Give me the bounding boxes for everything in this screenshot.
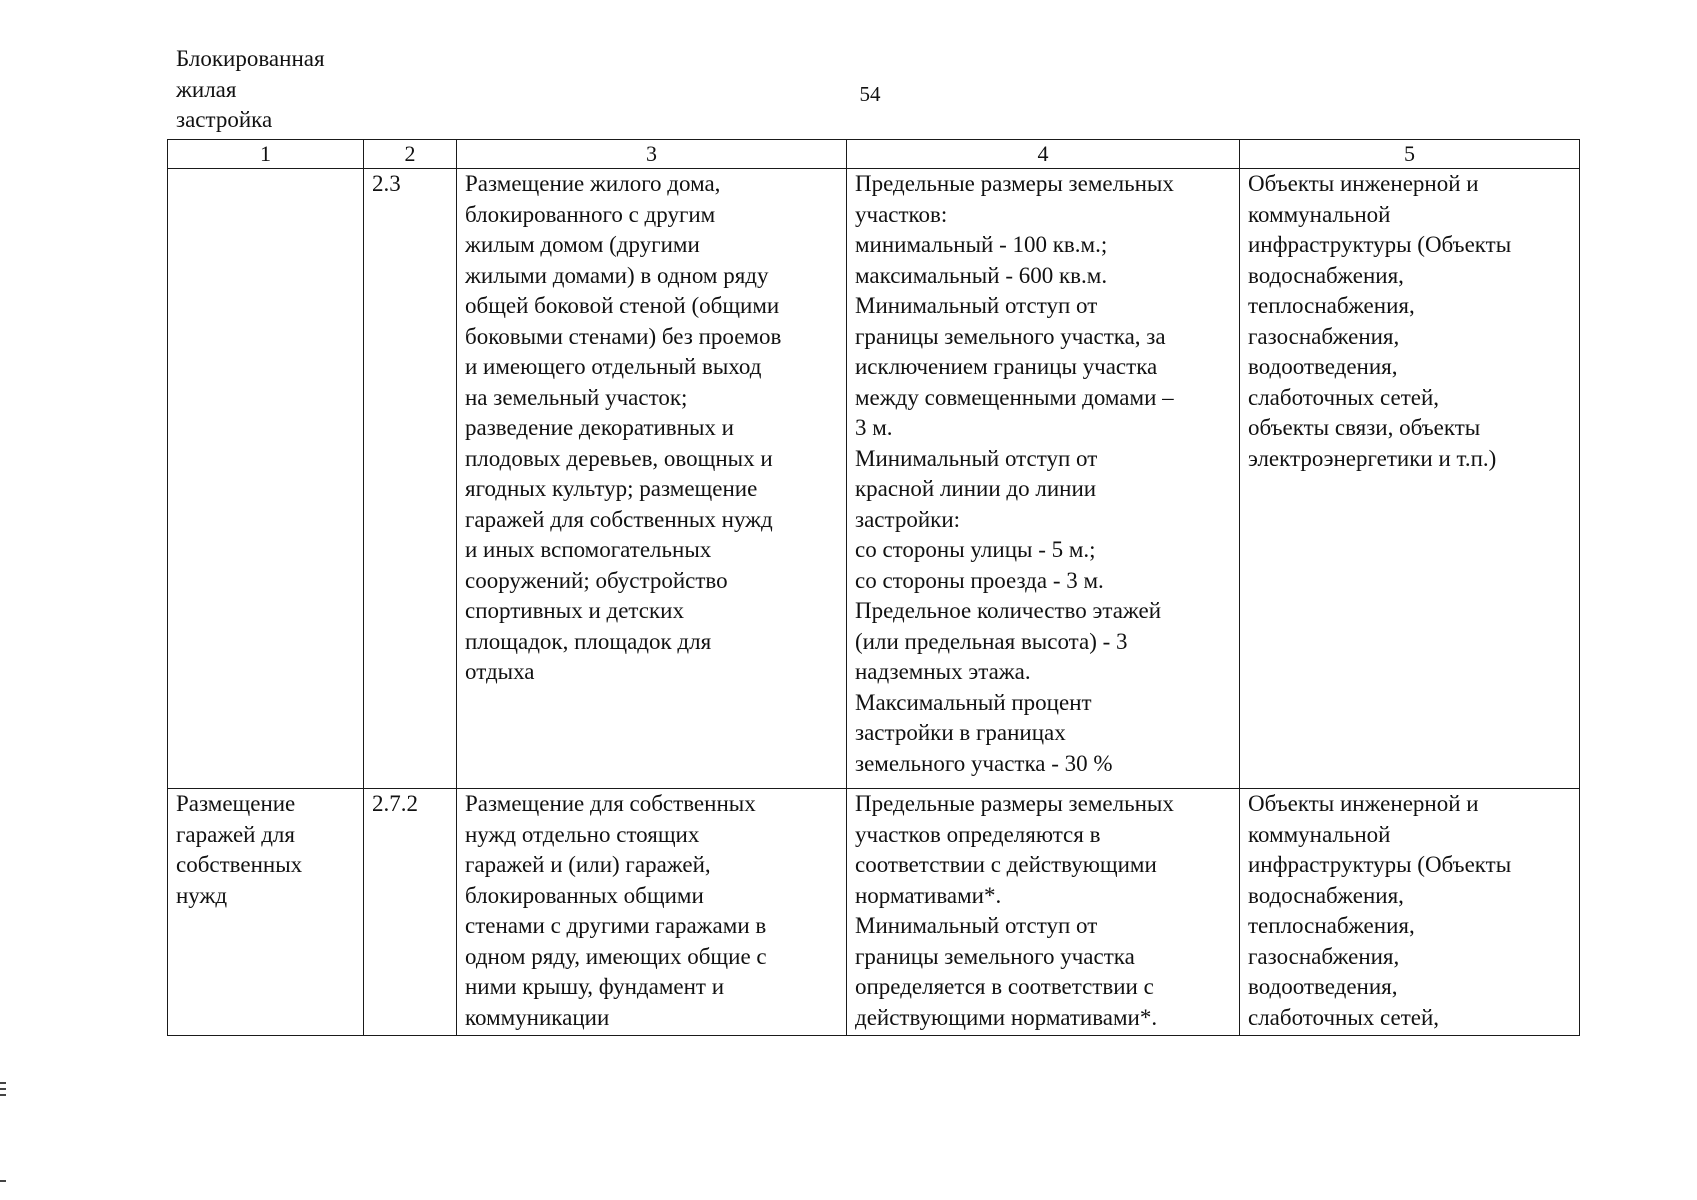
use-infrastructure: Объекты инженерной и коммунальной инфраструктуры (Объекты водоснабжения, теплоснабжения, газоснабжения, водоотведения, слаботочных сетей, (1248, 791, 1512, 1030)
use-code: 2.3 (372, 171, 401, 196)
use-description-cell (457, 169, 847, 789)
column-header-2: 2 (364, 140, 457, 169)
column-header-5: 5 (1240, 140, 1580, 169)
table-header-row (168, 140, 1580, 169)
use-name: Размещение гаражей для собственных нужд (176, 791, 303, 908)
use-description-cell (457, 789, 847, 1036)
use-parameters: Предельные размеры земельных участков: минимальный - 100 кв.м.; максимальный - 600 кв.м. Минимальный отступ от границы земельного участка, за исключением границы участка между совмещенными домами – 3 м. Минимальный отступ от красной линии до линии застройки: со стороны улицы - 5 м.; со стороны проезда - 3 м. Предельное количество этажей (или предельная высота) - 3 надземных этажа. Максимальный процент застройки в границах земельного участка - 30 % (855, 171, 1174, 776)
column-header-3: 3 (457, 140, 847, 169)
use-name-cell (168, 46, 364, 789)
use-name-cell (168, 789, 364, 1036)
table-row (168, 169, 1580, 789)
column-header-1: 1 (168, 140, 364, 169)
use-description: Размещение для собственных нужд отдельно стоящих гаражей и (или) гаражей, блокированных общими стенами с другими гаражами в одном ряду, имеющих общие с ними крышу, фундамент и коммуникации (465, 791, 767, 1030)
scan-edge-mark (0, 1088, 6, 1090)
use-code-cell (364, 789, 457, 1036)
use-code-cell (364, 169, 457, 789)
use-infrastructure-cell (1240, 789, 1580, 1036)
scan-edge-mark (0, 1082, 6, 1084)
use-description: Размещение жилого дома, блокированного с другим жилым домом (другими жилыми домами) в одном ряду общей боковой стеной (общими боковыми стенами) без проемов и имеющего отдельный выход на земельный участок; разведение декоративных и плодовых деревьев, овощных и ягодных культур; размещение гаражей для собственных нужд и иных вспомогательных сооружений; обустройство спортивных и детских площадок, площадок для отдыха (465, 171, 782, 684)
use-infrastructure-cell (1240, 169, 1580, 789)
use-parameters-cell (847, 789, 1240, 1036)
scan-edge-mark (0, 1094, 6, 1096)
scan-edge-mark (0, 1180, 6, 1182)
page-number: 54 (859, 82, 881, 106)
column-header-4: 4 (847, 140, 1240, 169)
use-name: Блокированная жилая застройка (176, 46, 325, 132)
use-parameters-cell (847, 169, 1240, 789)
use-infrastructure: Объекты инженерной и коммунальной инфраструктуры (Объекты водоснабжения, теплоснабжения, газоснабжения, водоотведения, слаботочных сетей, объекты связи, объекты электроэнергетики и т.п.) (1248, 171, 1512, 471)
use-parameters: Предельные размеры земельных участков определяются в соответствии с действующими нормативами*. Минимальный отступ от границы земельного участка определяется в соответствии с действующими нормативами*. (855, 791, 1174, 1030)
table-row (168, 789, 1580, 1036)
use-code: 2.7.2 (372, 791, 418, 816)
